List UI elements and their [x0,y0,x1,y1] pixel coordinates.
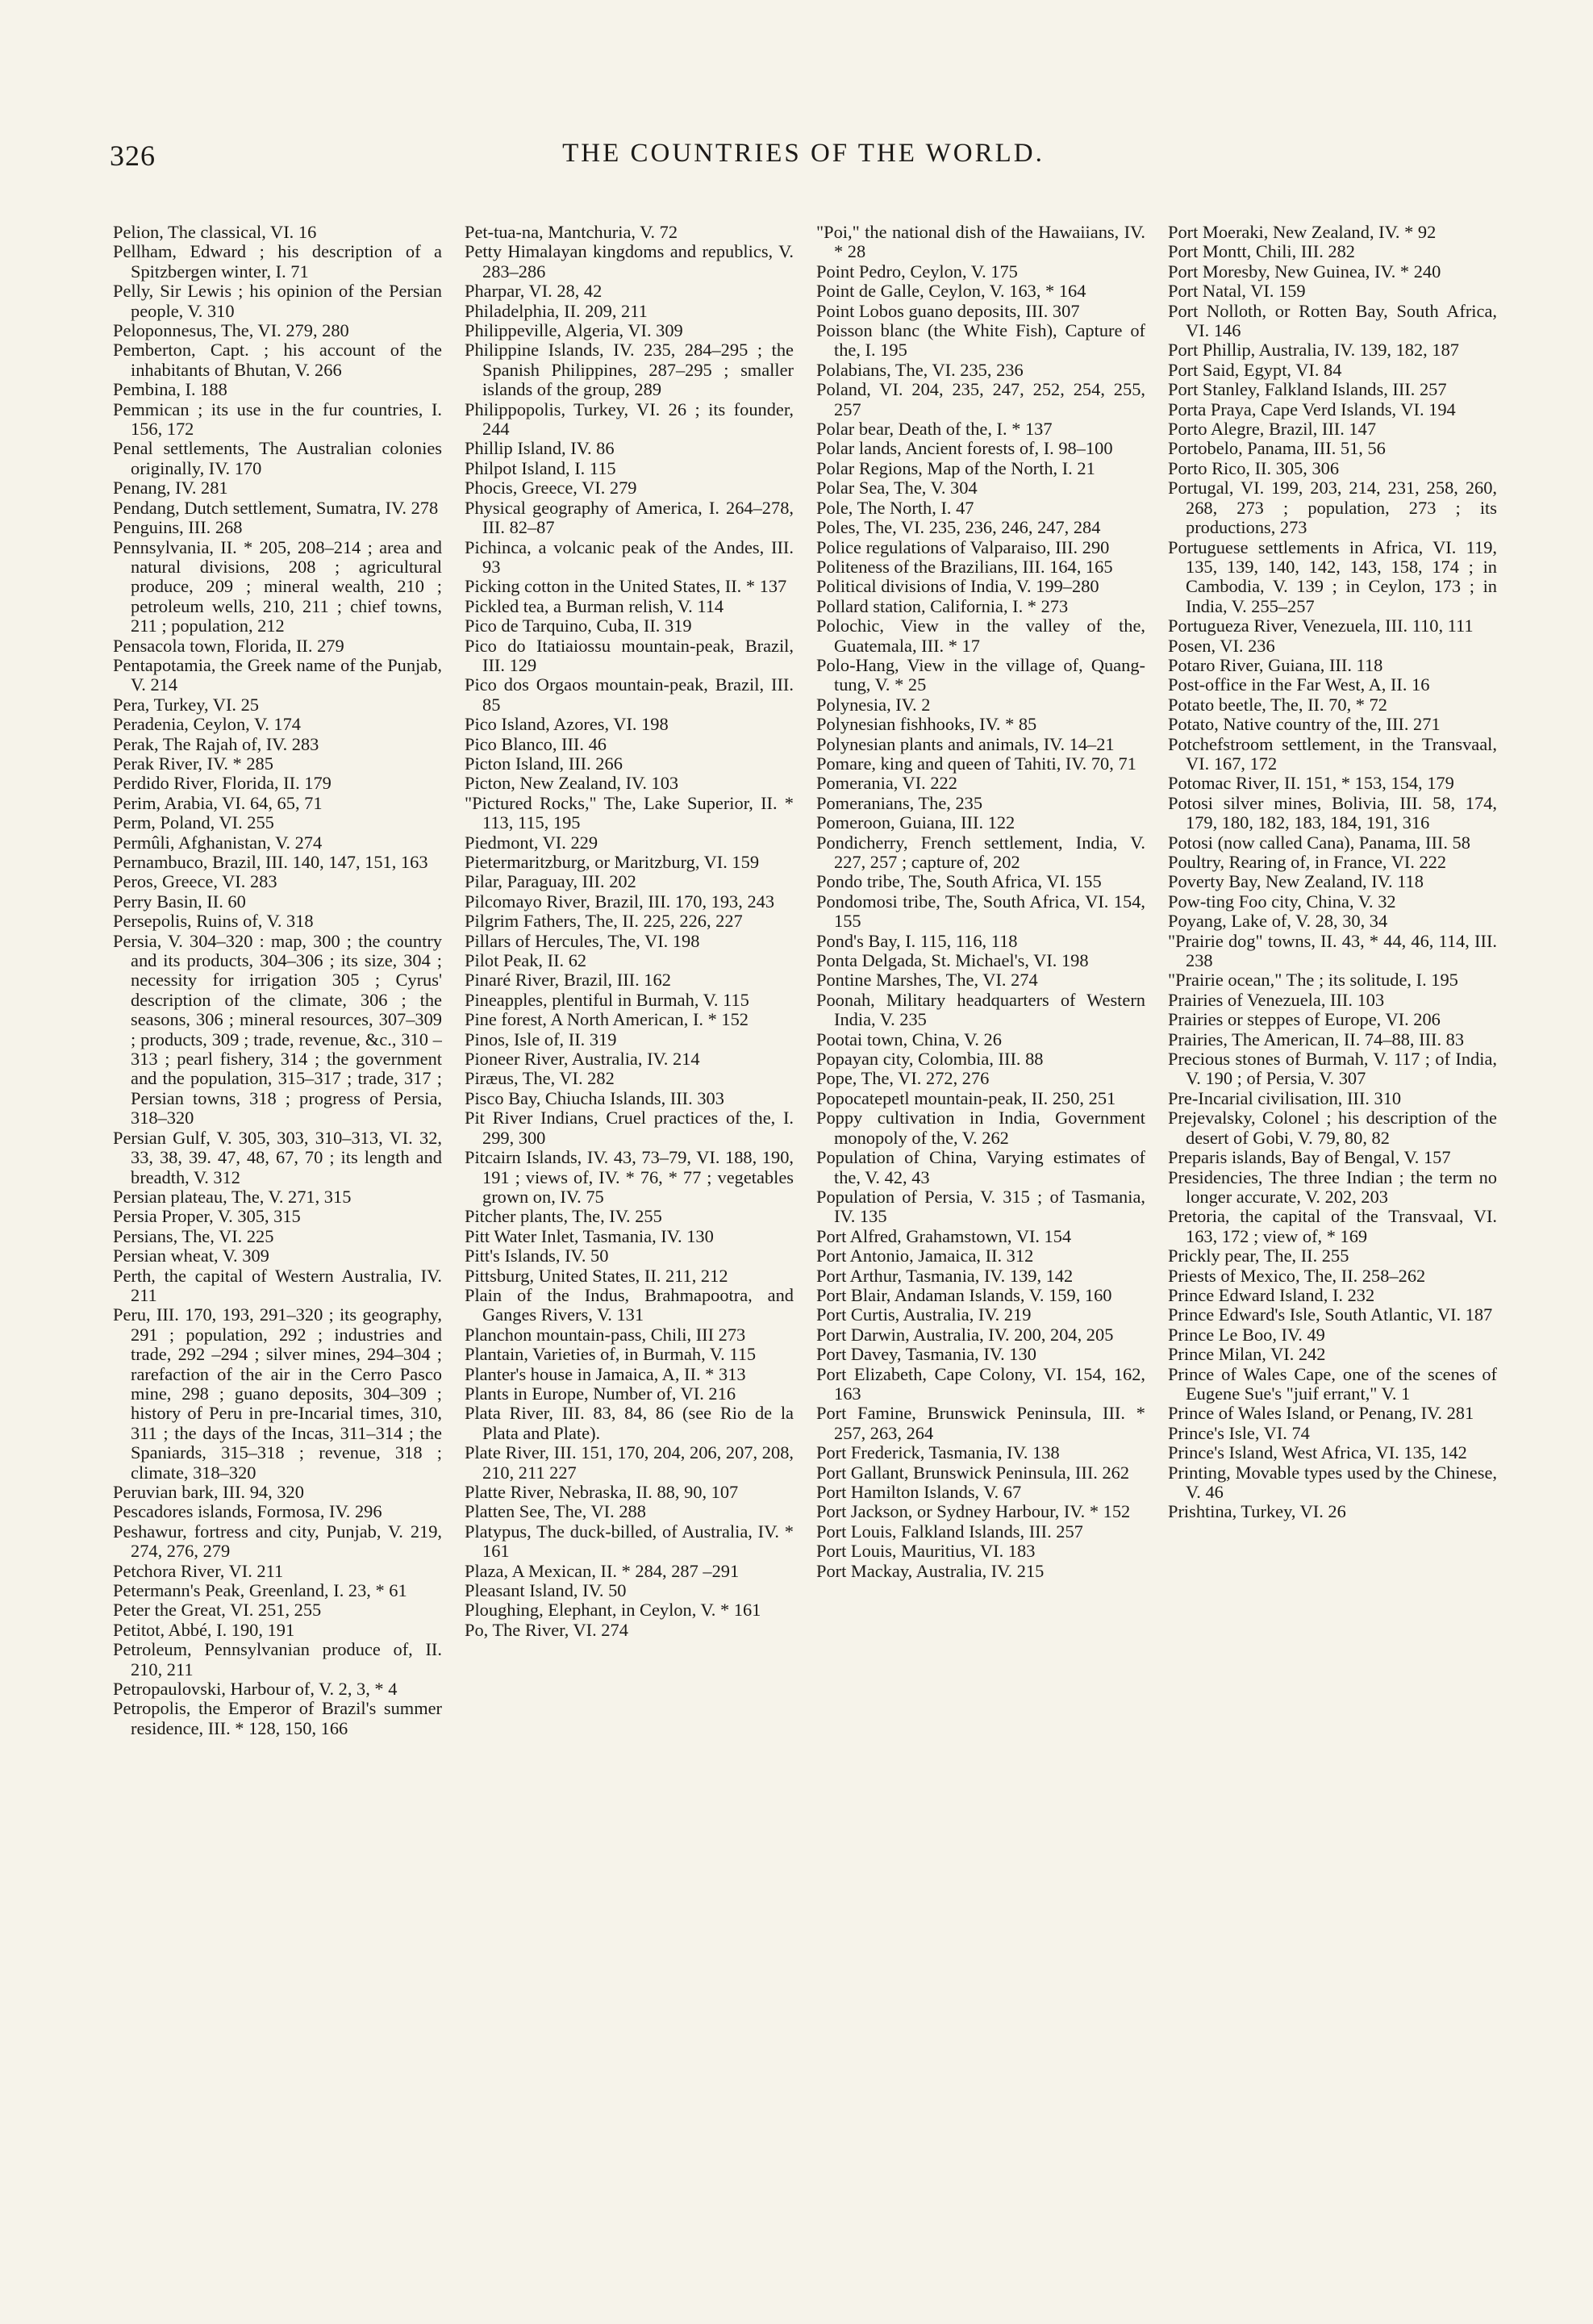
index-entry: Perak, The Rajah of, IV. 283 [113,733,319,754]
index-entry: Presidencies, The three Indian ; the term no longer accurate, V. 202, 203 [1168,1166,1497,1207]
index-entry: Pond's Bay, I. 115, 116, 118 [816,930,1018,951]
index-entry: Prince's Isle, VI. 74 [1168,1422,1310,1443]
index-column-2 [465,223,794,2272]
index-entry: Pomeranians, The, 235 [816,792,983,813]
index-entry: Pondo tribe, The, South Africa, VI. 155 [816,871,1102,892]
index-entry: Persia Proper, V. 305, 315 [113,1206,301,1227]
index-entry: Posen, VI. 236 [1168,635,1275,656]
index-entry: Phocis, Greece, VI. 279 [465,478,637,499]
index-entry: Polar Sea, The, V. 304 [816,478,978,499]
index-entry: Pilcomayo River, Brazil, III. 170, 193, 243 [465,891,775,912]
index-entry: Porto Alegre, Brazil, III. 147 [1168,419,1377,440]
index-entry: Portuguese settlements in Africa, VI. 119, 135, 139, 140, 142, 143, 158, 174 ; in Cambodia, V. 139 ; in Ceylon, 173 ; in India, V. 255–257 [1168,536,1497,616]
index-entry: Port Hamilton Islands, V. 67 [816,1482,1022,1502]
index-entry: Plants in Europe, Number of, VI. 216 [465,1383,736,1404]
index-entry: Petermann's Peak, Greenland, I. 23, * 61 [113,1580,407,1601]
index-entry: Peradenia, Ceylon, V. 174 [113,714,302,735]
index-column-4 [1168,223,1497,2272]
index-entry: Physical geography of America, I. 264–278, III. 82–87 [465,497,794,538]
index-entry: Petroleum, Pennsylvanian produce of, II. 210, 211 [113,1639,442,1679]
index-entry: Polar bear, Death of the, I. * 137 [816,419,1053,440]
index-entry: Point Lobos guano deposits, III. 307 [816,300,1080,321]
index-entry: Pre-Incarial civilisation, III. 310 [1168,1087,1402,1108]
index-entry: Port Nolloth, or Rotten Bay, South Africa, VI. 146 [1168,300,1497,341]
index-entry: Pera, Turkey, VI. 25 [113,694,259,715]
index-entry: Pernambuco, Brazil, III. 140, 147, 151, 163 [113,852,428,872]
index-entry: Pisco Bay, Chiucha Islands, III. 303 [465,1087,724,1108]
index-entry: Pichinca, a volcanic peak of the Andes, III. 93 [465,536,794,577]
index-entry: Peruvian bark, III. 94, 320 [113,1482,304,1502]
index-entry: Polar Regions, Map of the North, I. 21 [816,457,1095,478]
index-entry: Portugal, VI. 199, 203, 214, 231, 258, 260, 268, 273 ; population, 273 ; its productions, 273 [1168,478,1497,538]
index-entry: Platte River, Nebraska, II. 88, 90, 107 [465,1482,739,1502]
index-entry: Philadelphia, II. 209, 211 [465,300,648,321]
index-entry: Pow-ting Foo city, China, V. 32 [1168,891,1396,912]
index-entry: Perry Basin, II. 60 [113,891,246,912]
index-entry: Port Blair, Andaman Islands, V. 159, 160 [816,1284,1112,1305]
index-entry: Peloponnesus, The, VI. 279, 280 [113,320,349,341]
running-title: THE COUNTRIES OF THE WORLD. [562,139,1045,168]
index-entry: Planchon mountain-pass, Chili, III 273 [465,1324,746,1345]
index-entry: Prince Edward's Isle, South Atlantic, VI. 187 [1168,1304,1493,1325]
index-entry: Port Gallant, Brunswick Peninsula, III. 262 [816,1462,1130,1483]
index-entry: Ploughing, Elephant, in Ceylon, V. * 161 [465,1600,761,1621]
index-entry: Pentapotamia, the Greek name of the Punjab, V. 214 [113,654,442,695]
index-entry: "Prairie ocean," The ; its solitude, I. 195 [1168,970,1458,991]
index-entry: Poland, VI. 204, 235, 247, 252, 254, 255, 257 [816,379,1145,419]
index-entry: Peshawur, fortress and city, Punjab, V. 219, 274, 276, 279 [113,1521,442,1562]
index-entry: Pilot Peak, II. 62 [465,950,587,971]
index-entry: Pennsylvania, II. * 205, 208–214 ; area and natural divisions, 208 ; agricultural produce, 209 ; mineral wealth, 210 ; petroleum wells, 210, 211 ; chief towns, 211 ; population, 212 [113,536,442,636]
index-entry: Poonah, Military headquarters of Western India, V. 235 [816,989,1145,1030]
index-entry: Plain of the Indus, Brahmapootra, and Ganges Rivers, V. 131 [465,1284,794,1325]
index-entry: Persia, V. 304–320 : map, 300 ; the country and its products, 304–306 ; its size, 304 ; necessity for irrigation 305 ; Cyrus' description of the climate, 306 ; the seasons, 306 ; mineral resources, 307–309 ; products, 309 ; trade, revenue, &c., 310 –313 ; pearl fishery, 314 ; the government and the population, 315–317 ; trade, 317 ; Persian towns, 318 ; progress of Persia, 318–320 [113,930,442,1129]
index-entry: Port Elizabeth, Cape Colony, VI. 154, 162, 163 [816,1363,1145,1404]
index-entry: Pine forest, A North American, I. * 152 [465,1009,749,1030]
index-entry: Potchefstroom settlement, in the Transvaal, VI. 167, 172 [1168,733,1497,774]
index-entry: Pico Blanco, III. 46 [465,733,607,754]
index-entry: Philpot Island, I. 115 [465,457,616,478]
index-entry: Polar lands, Ancient forests of, I. 98–100 [816,438,1113,459]
index-entry: Peru, III. 170, 193, 291–320 ; its geography, 291 ; population, 292 ; industries and trade, 292 –294 ; silver mines, 294–304 ; rarefaction of the air in the Cerro Pasco mine, 298 ; guano deposits, 304–309 ; history of Peru in pre-Incarial times, 310, 311 ; the days of the Incas, 311–314 ; the Spaniards, 315–318 ; revenue, 318 ; climate, 318–320 [113,1304,442,1483]
index-entry: Pembina, I. 188 [113,379,227,400]
index-entry: Pinaré River, Brazil, III. 162 [465,970,671,991]
index-entry: Priests of Mexico, The, II. 258–262 [1168,1265,1426,1286]
index-entry: Petitot, Abbé, I. 190, 191 [113,1619,295,1640]
index-entry: Post-office in the Far West, A, II. 16 [1168,674,1430,695]
index-entry: Port Said, Egypt, VI. 84 [1168,359,1342,380]
index-entry: Porto Rico, II. 305, 306 [1168,457,1340,478]
index-entry: Plate River, III. 151, 170, 204, 206, 207, 208, 210, 211 227 [465,1442,794,1483]
index-entry: Pit River Indians, Cruel practices of the, I. 299, 300 [465,1108,794,1148]
index-entry: Picton, New Zealand, IV. 103 [465,773,679,794]
index-entry: Portobelo, Panama, III. 51, 56 [1168,438,1386,459]
index-entry: Pitt's Islands, IV. 50 [465,1245,609,1266]
index-entry: Pioneer River, Australia, IV. 214 [465,1049,700,1070]
index-entry: Perm, Poland, VI. 255 [113,812,274,833]
index-entry: Port Famine, Brunswick Peninsula, III. * 257, 263, 264 [816,1403,1145,1443]
index-entry: Penguins, III. 268 [113,517,243,538]
index-entry: Port Louis, Mauritius, VI. 183 [816,1541,1036,1562]
index-entry: Port Arthur, Tasmania, IV. 139, 142 [816,1265,1074,1286]
index-entry: Prairies or steppes of Europe, VI. 206 [1168,1009,1441,1030]
index-entry: Philippopolis, Turkey, VI. 26 ; its founder, 244 [465,398,794,440]
index-entry: Prairies, The American, II. 74–88, III. 83 [1168,1028,1465,1049]
index-entry: Port Mackay, Australia, IV. 215 [816,1560,1045,1581]
index-entry: Point Pedro, Ceylon, V. 175 [816,261,1018,282]
index-entry: Port Darwin, Australia, IV. 200, 204, 205 [816,1324,1114,1345]
index-entry: Plaza, A Mexican, II. * 284, 287 –291 [465,1560,740,1581]
index-entry: Port Natal, VI. 159 [1168,281,1306,302]
index-entry: Prishtina, Turkey, VI. 26 [1168,1501,1346,1522]
index-entry: Peter the Great, VI. 251, 255 [113,1600,322,1621]
index-entry: Pharpar, VI. 28, 42 [465,281,603,302]
index-entry: Pinos, Isle of, II. 319 [465,1028,617,1049]
page-header [110,139,1497,187]
index-entry: Polabians, The, VI. 235, 236 [816,359,1024,380]
index-entry: Plata River, III. 83, 84, 86 (see Rio de la Plata and Plate). [465,1403,794,1443]
index-entry: Port Alfred, Grahamstown, VI. 154 [816,1225,1072,1246]
index-entry: Pet-tua-na, Mantchuria, V. 72 [465,223,678,242]
index-entry: Pemmican ; its use in the fur countries, I. 156, 172 [113,398,442,440]
index-entry: Pendang, Dutch settlement, Sumatra, IV. 278 [113,497,439,518]
index-entry: Police regulations of Valparaiso, III. 290 [816,536,1110,557]
index-entry: Poppy cultivation in India, Government monopoly of the, V. 262 [816,1108,1145,1148]
index-entry: Pittsburg, United States, II. 211, 212 [465,1265,728,1286]
index-entry: Point de Galle, Ceylon, V. 163, * 164 [816,281,1086,302]
index-entry: Poles, The, VI. 235, 236, 246, 247, 284 [816,517,1101,538]
index-entry: Persians, The, VI. 225 [113,1225,274,1246]
index-entry: Prince Edward Island, I. 232 [1168,1284,1375,1305]
index-entry: Pilar, Paraguay, III. 202 [465,871,636,892]
index-entry: Pootai town, China, V. 26 [816,1028,1002,1049]
index-entry: Pellham, Edward ; his description of a Spitzbergen winter, I. 71 [113,241,442,282]
index-entry: Porta Praya, Cape Verd Islands, VI. 194 [1168,398,1456,419]
index-entry: Pomerania, VI. 222 [816,773,957,794]
index-columns [113,223,1497,2272]
index-entry: Piedmont, VI. 229 [465,832,598,853]
index-column-3 [816,223,1145,2272]
index-entry: Poisson blanc (the White Fish), Capture of the, I. 195 [816,320,1145,361]
index-entry: Port Moeraki, New Zealand, IV. * 92 [1168,223,1437,242]
index-entry: Ponta Delgada, St. Michael's, VI. 198 [816,950,1089,971]
index-entry: Pillars of Hercules, The, VI. 198 [465,930,700,951]
index-entry: Philippine Islands, IV. 235, 284–295 ; the Spanish Philippines, 287–295 ; smaller islands of the group, 289 [465,340,794,400]
index-entry: Pico Island, Azores, VI. 198 [465,714,669,735]
index-entry: Petty Himalayan kingdoms and republics, V. 283–286 [465,241,794,282]
index-entry: Polynesia, IV. 2 [816,694,931,715]
index-entry: Perth, the capital of Western Australia, IV. 211 [113,1265,442,1305]
index-entry: Piræus, The, VI. 282 [465,1068,615,1089]
index-entry: Pomare, king and queen of Tahiti, IV. 70, 71 [816,753,1136,774]
index-entry: Pelion, The classical, VI. 16 [113,223,317,242]
index-entry: Pemberton, Capt. ; his account of the inhabitants of Bhutan, V. 266 [113,340,442,380]
index-entry: Perak River, IV. * 285 [113,753,273,774]
index-entry: Potato beetle, The, II. 70, * 72 [1168,694,1387,715]
index-entry: Pondicherry, French settlement, India, V. 227, 257 ; capture of, 202 [816,832,1145,872]
index-entry: Platten See, The, VI. 288 [465,1501,646,1522]
index-entry: Poyang, Lake of, V. 28, 30, 34 [1168,911,1388,932]
index-entry: Philippeville, Algeria, VI. 309 [465,320,683,341]
index-entry: Picking cotton in the United States, II. * 137 [465,576,787,597]
index-entry: Pollard station, California, I. * 273 [816,595,1069,616]
index-entry: "Poi," the national dish of the Hawaiians, IV. * 28 [816,223,1145,262]
index-entry: Petropolis, the Emperor of Brazil's summer residence, III. * 128, 150, 166 [113,1698,442,1738]
index-entry: Portugueza River, Venezuela, III. 110, 111 [1168,615,1474,636]
index-entry: Planter's house in Jamaica, A, II. * 313 [465,1363,746,1384]
index-entry: Persian wheat, V. 309 [113,1245,269,1266]
index-entry: Political divisions of India, V. 199–280 [816,576,1099,597]
index-entry: Persian plateau, The, V. 271, 315 [113,1186,352,1207]
index-entry: Port Phillip, Australia, IV. 139, 182, 187 [1168,340,1459,361]
index-entry: Pretoria, the capital of the Transvaal, VI. 163, 172 ; view of, * 169 [1168,1206,1497,1246]
index-entry: Potosi (now called Cana), Panama, III. 58 [1168,832,1470,853]
index-entry: Petropaulovski, Harbour of, V. 2, 3, * 4 [113,1679,398,1700]
index-column-1 [113,223,442,2272]
index-entry: Peros, Greece, VI. 283 [113,871,277,892]
index-entry: Prince's Island, West Africa, VI. 135, 142 [1168,1442,1467,1463]
index-entry: Port Louis, Falkland Islands, III. 257 [816,1521,1083,1542]
index-entry: Pitcher plants, The, IV. 255 [465,1206,662,1227]
index-entry: Potomac River, II. 151, * 153, 154, 179 [1168,773,1454,794]
index-entry: Prejevalsky, Colonel ; his description of the desert of Gobi, V. 79, 80, 82 [1168,1108,1497,1148]
index-entry: Persian Gulf, V. 305, 303, 310–313, VI. 32, 33, 38, 39. 47, 48, 67, 70 ; its length and breadth, V. 312 [113,1127,442,1187]
index-entry: Politeness of the Brazilians, III. 164, 165 [816,556,1113,577]
index-entry: Population of Persia, V. 315 ; of Tasmania, IV. 135 [816,1186,1145,1227]
index-entry: Penal settlements, The Australian colonies originally, IV. 170 [113,438,442,478]
index-entry: Pietermaritzburg, or Maritzburg, VI. 159 [465,852,760,872]
index-entry: Potosi silver mines, Bolivia, III. 58, 174, 179, 180, 182, 183, 184, 191, 316 [1168,792,1497,833]
index-entry: Port Moresby, New Guinea, IV. * 240 [1168,261,1441,282]
index-entry: Pelly, Sir Lewis ; his opinion of the Persian people, V. 310 [113,281,442,321]
index-entry: Potaro River, Guiana, III. 118 [1168,654,1383,675]
index-entry: Pontine Marshes, The, VI. 274 [816,970,1038,991]
index-entry: Poverty Bay, New Zealand, IV. 118 [1168,871,1424,892]
index-entry: Prince of Wales Cape, one of the scenes of Eugene Sue's "juif errant," V. 1 [1168,1363,1497,1404]
index-entry: Pomeroon, Guiana, III. 122 [816,812,1015,833]
index-entry: "Pictured Rocks," The, Lake Superior, II. * 113, 115, 195 [465,792,794,833]
index-entry: Prairies of Venezuela, III. 103 [1168,989,1385,1010]
index-entry: Preparis islands, Bay of Bengal, V. 157 [1168,1147,1451,1168]
index-entry: Precious stones of Burmah, V. 117 ; of India, V. 190 ; of Persia, V. 307 [1168,1049,1497,1089]
index-entry: Prince of Wales Island, or Penang, IV. 281 [1168,1403,1474,1424]
index-entry: Persepolis, Ruins of, V. 318 [113,911,314,932]
index-entry: Petchora River, VI. 211 [113,1560,284,1581]
index-entry: Pope, The, VI. 272, 276 [816,1068,990,1089]
index-entry: Port Antonio, Jamaica, II. 312 [816,1245,1034,1266]
index-entry: Plantain, Varieties of, in Burmah, V. 115 [465,1344,757,1365]
index-entry: Pensacola town, Florida, II. 279 [113,635,344,656]
index-entry: Pescadores islands, Formosa, IV. 296 [113,1501,382,1522]
index-entry: Population of China, Varying estimates of the, V. 42, 43 [816,1147,1145,1187]
index-entry: Pole, The North, I. 47 [816,497,974,518]
index-entry: Perdido River, Florida, II. 179 [113,773,332,794]
index-entry: Pico do Itatiaiossu mountain-peak, Brazil, III. 129 [465,635,794,675]
index-entry: Polynesian plants and animals, IV. 14–21 [816,733,1115,754]
index-entry: Port Montt, Chili, III. 282 [1168,241,1355,262]
index-entry: Popayan city, Colombia, III. 88 [816,1049,1044,1070]
index-entry: Prince Milan, VI. 242 [1168,1344,1326,1365]
index-entry: Penang, IV. 281 [113,478,228,499]
index-entry: Prince Le Boo, IV. 49 [1168,1324,1325,1345]
index-entry: Pickled tea, a Burman relish, V. 114 [465,595,724,616]
index-entry: Pitt Water Inlet, Tasmania, IV. 130 [465,1225,714,1246]
index-entry: Pineapples, plentiful in Burmah, V. 115 [465,989,749,1010]
index-entry: Port Stanley, Falkland Islands, III. 257 [1168,379,1447,400]
index-entry: Picton Island, III. 266 [465,753,623,774]
index-entry: Polo-Hang, View in the village of, Quang-tung, V. * 25 [816,654,1145,695]
index-entry: Polynesian fishhooks, IV. * 85 [816,714,1037,735]
index-entry: Printing, Movable types used by the Chinese, V. 46 [1168,1462,1497,1502]
index-entry: Pico dos Orgaos mountain-peak, Brazil, III. 85 [465,674,794,715]
page-number: 326 [110,140,156,172]
index-entry: Permûli, Afghanistan, V. 274 [113,832,323,853]
index-entry: Pico de Tarquino, Cuba, II. 319 [465,615,692,636]
index-entry: Port Curtis, Australia, IV. 219 [816,1304,1032,1325]
index-entry: Platypus, The duck-billed, of Australia, IV. * 161 [465,1521,794,1562]
index-entry: Pilgrim Fathers, The, II. 225, 226, 227 [465,911,743,932]
index-entry: Pondomosi tribe, The, South Africa, VI. 154, 155 [816,891,1145,932]
index-entry: Perim, Arabia, VI. 64, 65, 71 [113,792,323,813]
index-entry: Prickly pear, The, II. 255 [1168,1245,1349,1266]
index-entry: Port Davey, Tasmania, IV. 130 [816,1344,1036,1365]
index-entry: "Prairie dog" towns, II. 43, * 44, 46, 114, III. 238 [1168,930,1497,971]
index-entry: Poultry, Rearing of, in France, VI. 222 [1168,852,1447,872]
index-entry: Potato, Native country of the, III. 271 [1168,714,1441,735]
index-entry: Popocatepetl mountain-peak, II. 250, 251 [816,1087,1116,1108]
index-entry: Port Jackson, or Sydney Harbour, IV. * 152 [816,1501,1131,1522]
index-entry: Polochic, View in the valley of the, Guatemala, III. * 17 [816,615,1145,656]
index-entry: Pleasant Island, IV. 50 [465,1580,627,1601]
index-entry: Port Frederick, Tasmania, IV. 138 [816,1442,1060,1463]
index-entry: Phillip Island, IV. 86 [465,438,615,459]
index-entry: Pitcairn Islands, IV. 43, 73–79, VI. 188, 190, 191 ; views of, IV. * 76, * 77 ; vegetables grown on, IV. 75 [465,1147,794,1207]
index-entry: Po, The River, VI. 274 [465,1619,628,1640]
